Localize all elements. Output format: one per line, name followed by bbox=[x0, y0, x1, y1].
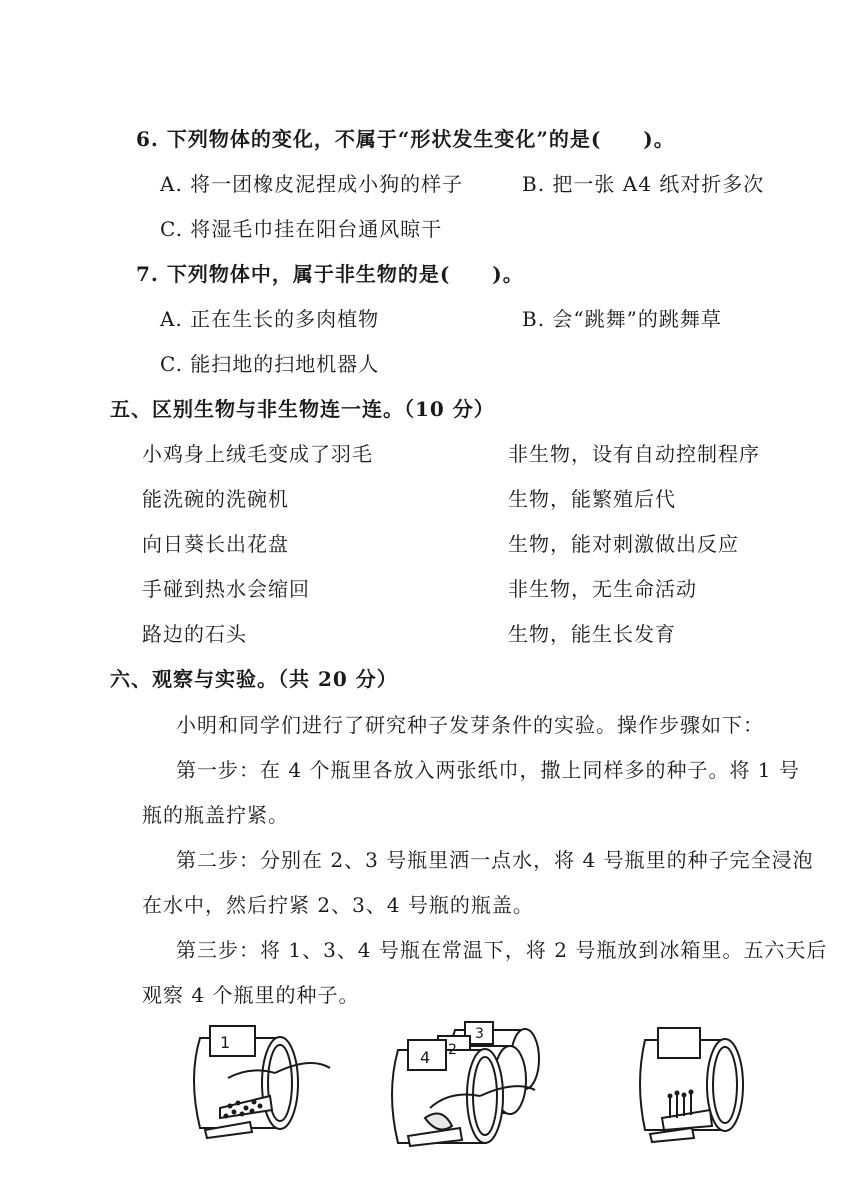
jar-3-label: 3 bbox=[475, 1026, 484, 1042]
match-right-item: 生物，能对刺激做出反应 bbox=[508, 532, 739, 556]
question-7-option-b: B. 会“跳舞”的跳舞草 bbox=[522, 307, 722, 331]
question-6-stem: 6. 下列物体的变化，不属于“形状发生变化”的是( )。 bbox=[136, 127, 675, 151]
match-right-item: 生物，能繁殖后代 bbox=[508, 487, 676, 511]
match-left-item: 小鸡身上绒毛变成了羽毛 bbox=[142, 442, 373, 466]
match-left-item: 手碰到热水会缩回 bbox=[142, 577, 310, 601]
question-7-option-a: A. 正在生长的多肉植物 bbox=[160, 307, 380, 331]
section-6-heading: 六、观察与实验。（共 20 分） bbox=[110, 667, 398, 691]
question-6-option-c: C. 将湿毛巾挂在阳台通风晾干 bbox=[160, 217, 443, 241]
jar-right-illustration bbox=[640, 1028, 743, 1142]
step-3-line-1: 第三步：将 1、3、4 号瓶在常温下，将 2 号瓶放到冰箱里。五六天后 bbox=[176, 938, 828, 962]
step-2-line-1: 第二步：分别在 2、3 号瓶里洒一点水，将 4 号瓶里的种子完全浸泡 bbox=[176, 848, 814, 872]
question-6-option-b: B. 把一张 A4 纸对折多次 bbox=[522, 172, 765, 196]
step-1-line-1: 第一步：在 4 个瓶里各放入两张纸巾，撒上同样多的种子。将 1 号 bbox=[176, 758, 800, 782]
jar-2-label: 2 bbox=[448, 1042, 457, 1058]
match-right-item: 非生物，设有自动控制程序 bbox=[508, 442, 760, 466]
question-7-stem: 7. 下列物体中，属于非生物的是( )。 bbox=[136, 262, 524, 286]
jar-1-label: 1 bbox=[220, 1033, 231, 1052]
match-left-item: 向日葵长出花盘 bbox=[142, 532, 289, 556]
jar-1-illustration bbox=[194, 1026, 330, 1138]
question-6-option-a: A. 将一团橡皮泥捏成小狗的样子 bbox=[160, 172, 464, 196]
step-1-line-2: 瓶的瓶盖拧紧。 bbox=[142, 803, 289, 827]
jar-4-label: 4 bbox=[420, 1048, 431, 1067]
section-6-intro: 小明和同学们进行了研究种子发芽条件的实验。操作步骤如下： bbox=[176, 713, 764, 737]
step-2-line-2: 在水中，然后拧紧 2、3、4 号瓶的瓶盖。 bbox=[142, 893, 534, 917]
section-5-heading: 五、区别生物与非生物连一连。（10 分） bbox=[110, 397, 495, 421]
question-7-option-c: C. 能扫地的扫地机器人 bbox=[160, 352, 380, 376]
match-left-item: 路边的石头 bbox=[142, 622, 247, 646]
match-right-item: 非生物，无生命活动 bbox=[508, 577, 697, 601]
match-right-item: 生物，能生长发育 bbox=[508, 622, 676, 646]
jar-illustrations bbox=[180, 1018, 760, 1178]
step-3-line-2: 观察 4 个瓶里的种子。 bbox=[142, 983, 360, 1007]
match-left-item: 能洗碗的洗碗机 bbox=[142, 487, 289, 511]
